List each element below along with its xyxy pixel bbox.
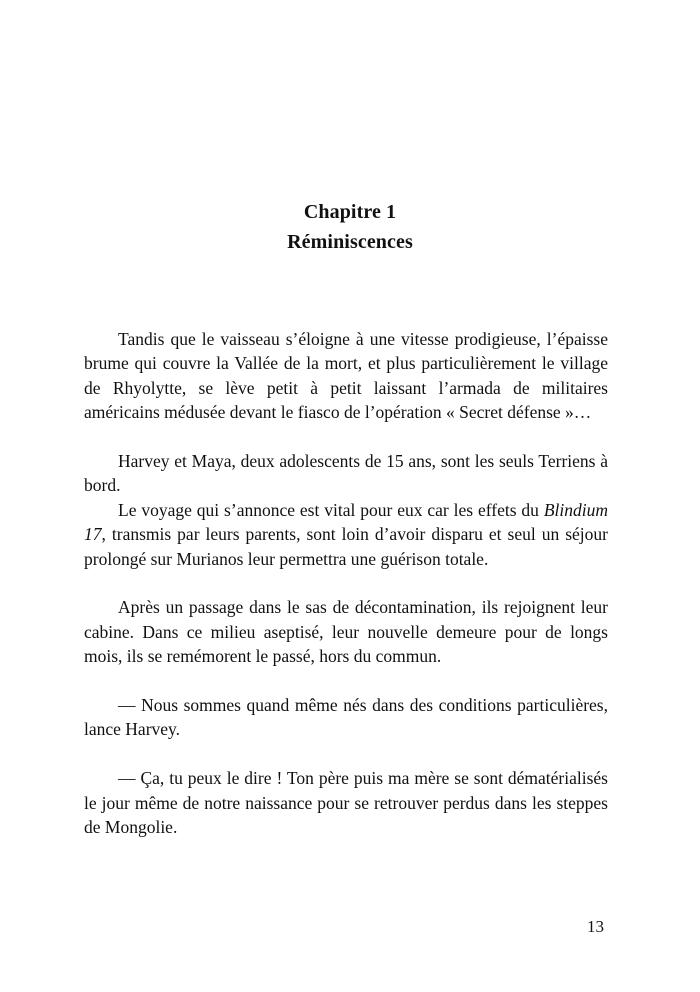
paragraph: Après un passage dans le sas de décontamination, ils rejoignent leur cabine. Dans ce milieu aseptisé, leur nouvelle demeure pour de longs mois, ils se remémorent le passé, hors du commun. (84, 597, 608, 667)
paragraph-gap (84, 669, 608, 693)
paragraph-gap (84, 425, 608, 449)
dialogue-line: — Ça, tu peux le dire ! Ton père puis ma mère se sont dématérialisés le jour même de notre naissance pour se retrouver perdus dans les steppes de Mongolie. (84, 768, 608, 838)
chapter-title: Réminiscences (287, 231, 413, 253)
dialogue-line: — Nous sommes quand même nés dans des conditions particulières, lance Harvey. (84, 695, 608, 740)
paragraph: Harvey et Maya, deux adolescents de 15 ans, sont les seuls Terriens à bord. (84, 451, 608, 496)
page-number: 13 (587, 917, 604, 936)
paragraph: Tandis que le vaisseau s’éloigne à une vitesse prodigieuse, l’épaisse brume qui couvre la Vallée de la mort, et plus particulièrement le village de Rhyolytte, se lève petit à petit laissant l’armada de militaires américains médusée devant le fiasco de l’opération « Secret défense »… (84, 329, 608, 423)
chapter-body (84, 327, 608, 839)
chapter-number: Chapitre 1 (303, 201, 397, 223)
paragraph-gap (84, 742, 608, 766)
paragraph-text: , transmis par leurs parents, sont loin d’avoir disparu et seul un séjour prolongé sur Murianos leur permettra une guérison totale. (84, 524, 608, 569)
italic-term: Blindium 17 (84, 499, 608, 545)
paragraph-text: Le voyage qui s’annonce est vital pour eux car les effets du (118, 499, 544, 520)
paragraph-gap (84, 571, 608, 595)
paragraph (84, 498, 608, 571)
